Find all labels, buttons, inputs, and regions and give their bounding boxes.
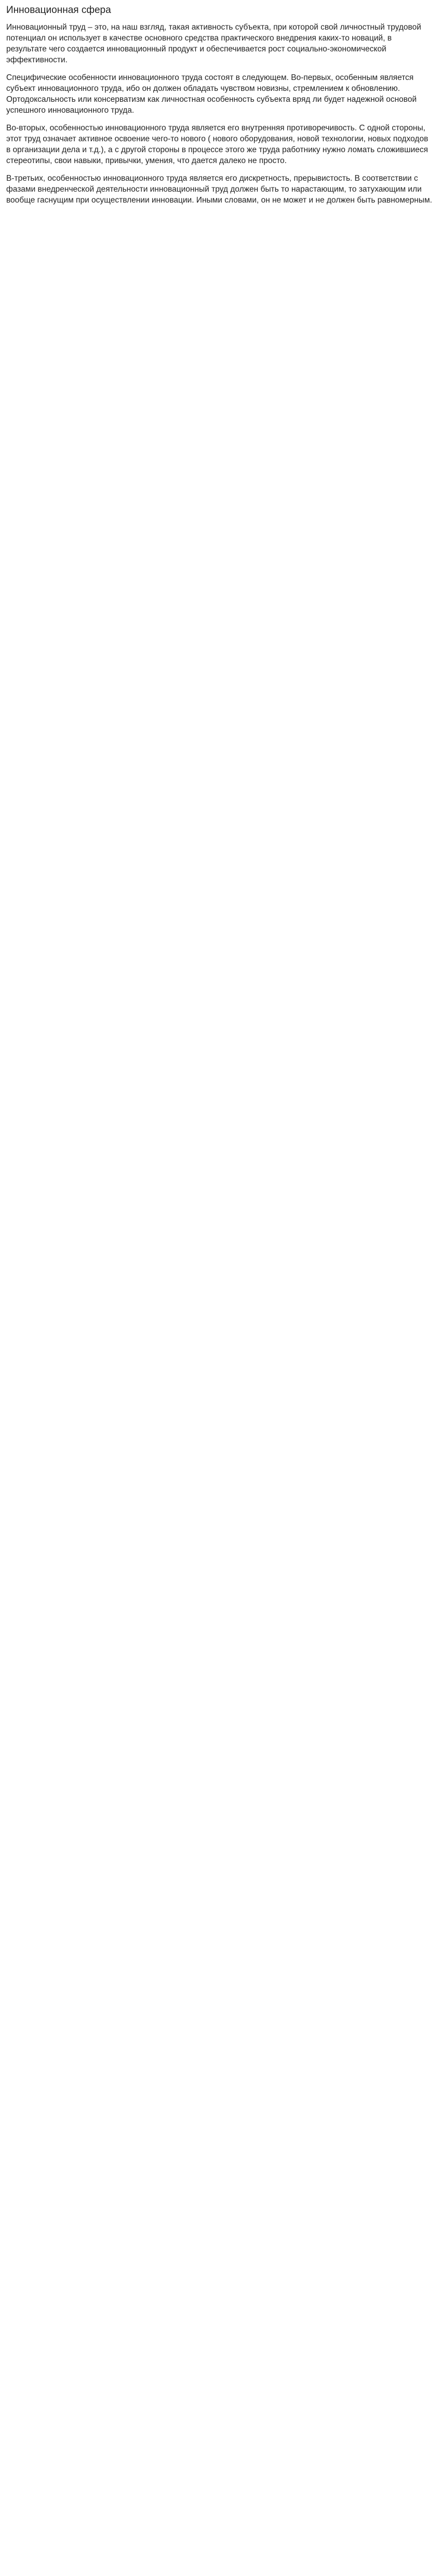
paragraph: В-третьих, особенностью инновационного труда является его дискретность, прерывистость. В соответствии с фазами внедренческой деятельности инновационный труд должен быть то нарастающим, то затухающим или вообще гаснущим при осуществлении инновации. Иными словами, он не может и не должен быть равномерным. — [6, 174, 432, 205]
paragraph: Во-вторых, особенностью инновационного труда является его внутренняя противоречивость. С одной стороны, этот труд означает активное освоение чего-то нового ( нового оборудования, новой технологии, новых подходов в организации дела и т.д.), а с другой стороны в процессе этого же труда работнику нужно ломать сложившиеся стереотипы, свои навыки, привычки, умения, что дается далеко не просто. — [6, 124, 429, 165]
paragraph: Инновационный труд – это, на наш взгляд, такая активность субъекта, при которой свой личностный трудовой потенциал он использует в качестве основного средства практического внедрения каких-то новаций, в результате чего создается инновационный продукт и обеспечивается рост социально-экономической эффективности. — [6, 23, 421, 64]
document-title: Инновационная сфера — [6, 5, 111, 16]
document-page — [0, 0, 440, 225]
paragraph: Специфические особенности инновационного труда состоят в следующем. Во-первых, особенным является субъект инновационного труда, ибо он должен обладать чувством новизны, стремлением к обновлению. Ортодоксальность или консерватизм как личностная особенность субъекта вряд ли будет надежной основой успешного инновационного труда. — [6, 73, 417, 115]
